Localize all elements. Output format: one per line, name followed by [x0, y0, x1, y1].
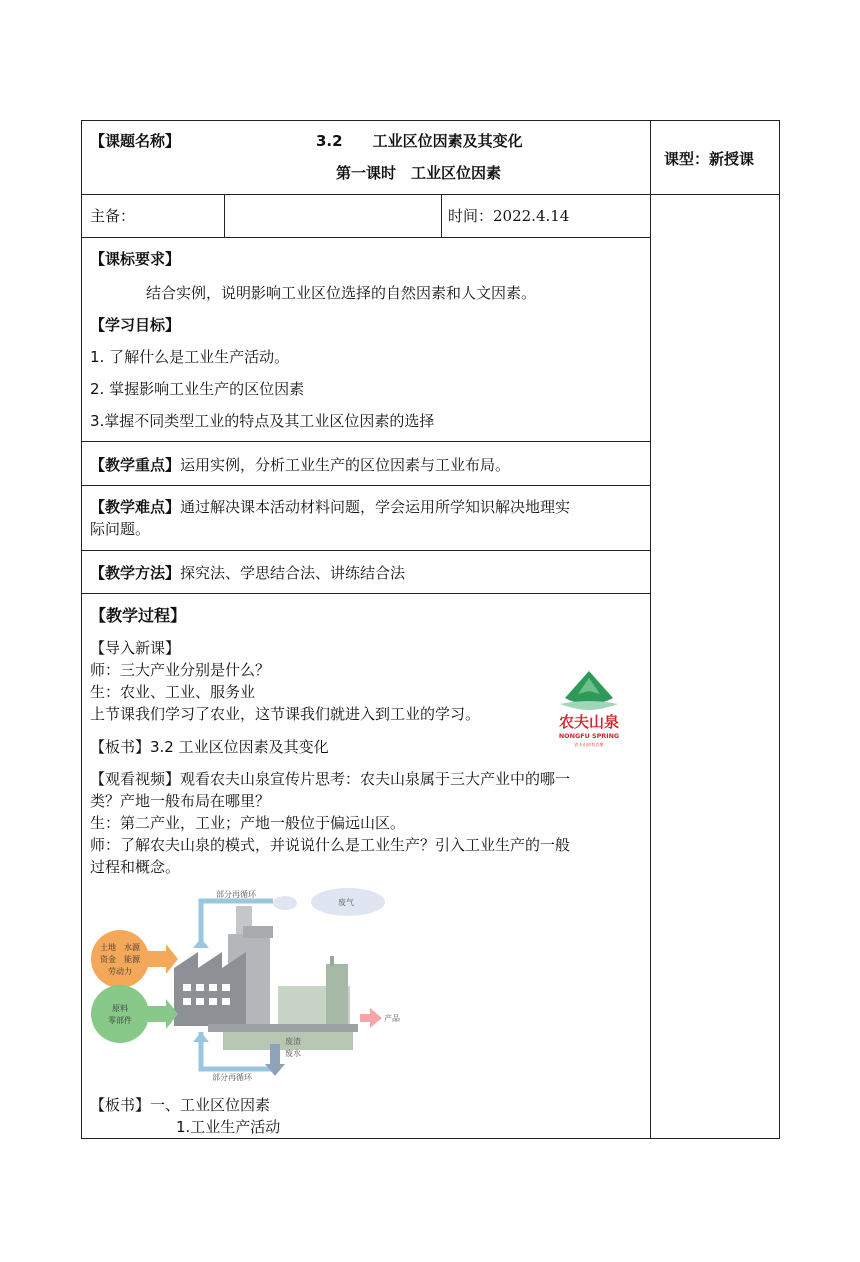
key-point-row — [90, 454, 510, 476]
logo-brand-cn: 农夫山泉 — [558, 713, 620, 731]
inputs-green-arrow — [148, 999, 178, 1029]
key-point-text: 运用实例，分析工业生产的区位因素与工业布局。 — [180, 456, 511, 474]
tower-top — [243, 926, 273, 938]
lake-shape — [560, 701, 618, 710]
industrial-process-diagram — [88, 886, 408, 1084]
video-line-2: 类？产地一般布局在哪里？ — [90, 792, 271, 810]
board-note-1: 【板书】3.2 工业区位因素及其变化 — [90, 738, 329, 756]
title-label: 【课题名称】 — [90, 132, 181, 150]
inputs-orange-line-3: 劳动力 — [108, 967, 132, 976]
title-line-1: 3.2 工业区位因素及其变化 — [316, 132, 523, 150]
keypoint-row-divider — [81, 485, 651, 486]
nongfu-spring-logo — [555, 668, 623, 748]
objectives-heading: 【学习目标】 — [90, 316, 181, 334]
side-tower — [326, 964, 348, 1026]
title-line-2: 第一课时 工业区位因素 — [336, 164, 502, 182]
lesson-type: 课型：新授课 — [664, 150, 755, 168]
inputs-green-line-1: 原料 — [112, 1004, 128, 1013]
methods-row-divider — [81, 593, 651, 594]
teacher-line-1: 师：了解农夫山泉的模式，并说说什么是工业生产？引入工业生产的一般 — [90, 836, 571, 854]
top-recycle-arrowhead — [193, 938, 209, 948]
objective-item: 2. 掌握影响工业生产的区位因素 — [90, 380, 305, 398]
product-arrow — [360, 1008, 382, 1028]
logo-brand-en: NONGFU SPRING — [558, 732, 620, 740]
board-note-2-sub: 1.工业生产活动 — [176, 1118, 281, 1136]
teacher-line-2: 过程和概念。 — [90, 858, 181, 876]
exhaust-label: 废气 — [338, 898, 354, 907]
meta-divider-2 — [441, 194, 442, 237]
waste-label-1: 废渣 — [285, 1037, 301, 1046]
difficulty-line-1: 通过解决课本活动材料问题，学会运用所学知识解决地理实 — [180, 498, 571, 516]
intro-line: 生：农业、工业、服务业 — [90, 683, 256, 701]
product-label: 产品 — [384, 1014, 400, 1023]
methods-row — [90, 562, 405, 584]
inputs-green-line-2: 零部件 — [108, 1016, 132, 1025]
difficulty-row-divider — [81, 550, 651, 551]
difficulty-line-2: 际问题。 — [90, 520, 151, 538]
inputs-green-circle — [91, 985, 149, 1043]
bottom-recycle-arrowhead — [193, 1032, 209, 1042]
objective-item: 3.掌握不同类型工业的特点及其工业区位因素的选择 — [90, 412, 435, 430]
inputs-orange-arrow — [148, 944, 178, 974]
intro-line: 师：三大产业分别是什么？ — [90, 661, 271, 679]
methods-text: 探究法、学思结合法、讲练结合法 — [180, 564, 406, 582]
objective-item: 1. 了解什么是工业生产活动。 — [90, 348, 290, 366]
meta-row-divider — [81, 237, 651, 238]
curriculum-heading: 【课标要求】 — [90, 250, 181, 268]
side-pipe — [330, 956, 334, 966]
student-answer: 生：第二产业，工业；产地一般位于偏远山区。 — [90, 814, 406, 832]
inputs-orange-line-2: 资金 能源 — [100, 955, 140, 964]
conveyor — [208, 1024, 358, 1032]
video-line-1: 【观看视频】观看农夫山泉宣传片思考：农夫山泉属于三大产业中的哪一 — [90, 770, 571, 788]
date-label: 时间：2022.4.14 — [448, 207, 570, 225]
header-row-divider — [81, 194, 780, 195]
objectives-row-divider — [81, 441, 651, 442]
board-note-2: 【板书】一、工业区位因素 — [90, 1096, 271, 1114]
bottom-recycle-label: 部分再循环 — [212, 1073, 252, 1082]
preparer-label: 主备： — [90, 207, 136, 225]
intro-line: 上节课我们学习了农业，这节课我们就进入到工业的学习。 — [90, 705, 481, 723]
right-column-divider — [650, 120, 651, 1139]
meta-divider-1 — [224, 194, 225, 237]
key-point-label: 【教学重点】 — [90, 456, 181, 474]
logo-tagline: 农夫山泉有点甜 — [574, 742, 604, 747]
intro-label: 【导入新课】 — [90, 639, 181, 657]
process-heading: 【教学过程】 — [90, 606, 187, 625]
difficulty-label: 【教学难点】 — [90, 498, 181, 516]
top-recycle-label: 部分再循环 — [216, 890, 256, 899]
small-cloud — [273, 896, 297, 910]
waste-label-2: 废水 — [285, 1049, 301, 1058]
difficulty-row — [90, 496, 570, 518]
inputs-orange-line-1: 土地 水源 — [100, 943, 140, 952]
curriculum-text: 结合实例，说明影响工业区位选择的自然因素和人文因素。 — [146, 284, 537, 302]
methods-label: 【教学方法】 — [90, 564, 181, 582]
waste-stem — [270, 1044, 280, 1064]
